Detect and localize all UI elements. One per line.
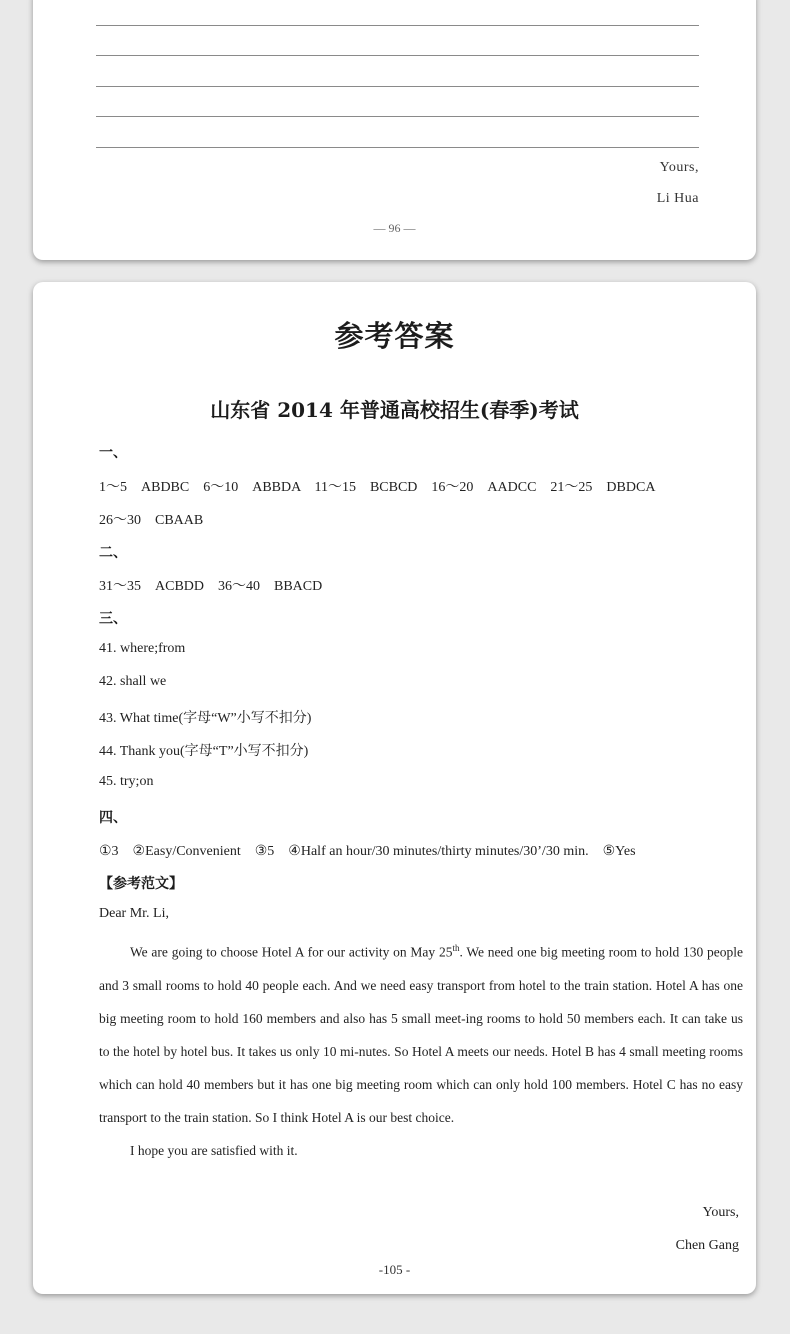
- answer-line: ①3 ②Easy/Convenient ③5 ④Half an hour/30 minutes/thirty minutes/30’/30 min. ⑤Yes: [99, 844, 636, 859]
- answer-line: 42. shall we: [99, 674, 167, 689]
- answer-line: 45. try;on: [99, 774, 154, 789]
- writing-line: [96, 86, 699, 87]
- letter-signature: Li Hua: [656, 191, 699, 206]
- previous-page-card: [33, 0, 756, 260]
- answer-page-card: [33, 282, 756, 1294]
- letter-closing: Yours,: [702, 1205, 739, 1220]
- section-heading: 二、: [99, 545, 127, 561]
- answer-line: 1～5 ABDBC 6～10 ABBDA 11～15 BCBCD 16～20 AADCC 21～25 DBDCA: [99, 480, 656, 495]
- essay-paragraph: We are going to choose Hotel A for our activity on May 25th. We need one big meeting room to hold 130 people and 3 small rooms to hold 40 people each. And we need easy transport from hotel to the train station. Hotel A has one big meeting room to hold 160 members and also has 5 small meet-ing rooms to hold 50 members each. It can take us to the hotel by hotel bus. It takes us only 10 mi-nutes. So Hotel A meets our needs. Hotel B has 4 small meeting rooms which can hold 40 members but it has one big meeting room which can only hold 100 members. Hotel C has no easy transport to the train station. So I think Hotel A is our best choice.: [99, 943, 743, 1125]
- page-number: — 96 —: [373, 221, 416, 235]
- exam-title: 山东省 2014 年普通高校招生(春季)考试: [210, 398, 579, 422]
- section-heading: 四、: [99, 810, 127, 826]
- letter-signature: Chen Gang: [675, 1238, 739, 1253]
- answer-line: 31～35 ACBDD 36～40 BBACD: [99, 579, 323, 594]
- page-title: 参考答案: [334, 319, 455, 353]
- answer-line: 43. What time(字母“W”小写不扣分): [99, 711, 312, 726]
- answer-line: 44. Thank you(字母“T”小写不扣分): [99, 744, 309, 759]
- sample-essay-body: [99, 932, 743, 1167]
- sample-essay-heading: 【参考范文】: [99, 876, 183, 892]
- writing-line: [96, 25, 699, 26]
- writing-line: [96, 55, 699, 56]
- section-heading: 一、: [99, 445, 127, 461]
- answer-line: 26～30 CBAAB: [99, 513, 204, 528]
- writing-line: [96, 116, 699, 117]
- essay-paragraph: I hope you are satisfied with it.: [130, 1142, 298, 1158]
- section-heading: 三、: [99, 611, 127, 627]
- letter-closing: Yours,: [659, 160, 699, 175]
- writing-line: [96, 147, 699, 148]
- page-number: -105 -: [378, 1262, 411, 1277]
- letter-greeting: Dear Mr. Li,: [99, 906, 169, 921]
- answer-line: 41. where;from: [99, 641, 186, 656]
